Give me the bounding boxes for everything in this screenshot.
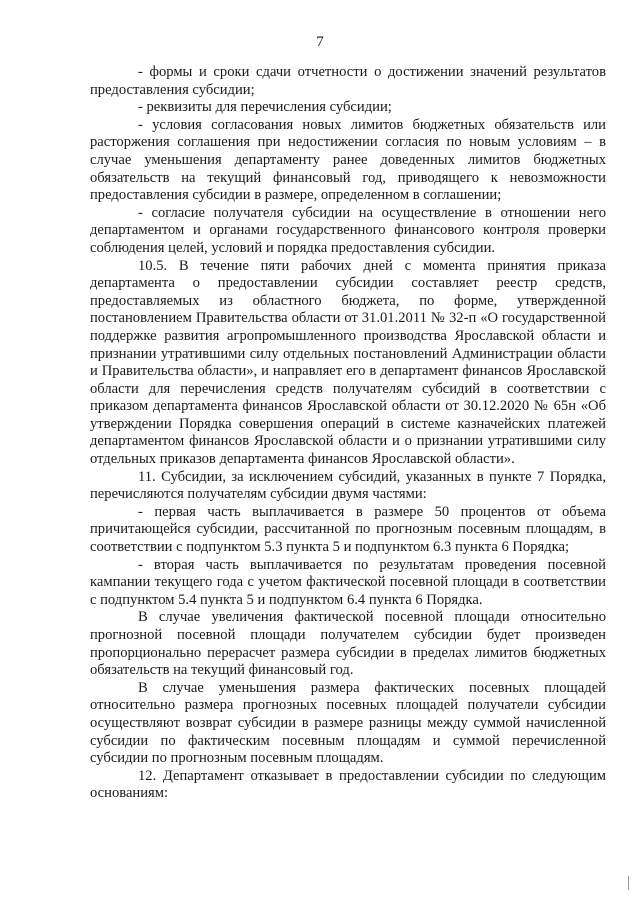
paragraph-payment-details: - реквизиты для перечисления субсидии; — [138, 99, 392, 116]
scan-edge-mark — [628, 876, 629, 890]
paragraph-area-decrease: В случае уменьшения размера фактических посевных площадей относительно размера прогнозных посевных площадей получатели субсидии осуществляют возврат субсидии в размере разницы между суммой начисленной субсидии по фактическим посевным площадям и суммой перечисленной субсидии по прогнозным посевным площадям. — [90, 679, 606, 767]
paragraph-11-first-part: - первая часть выплачивается в размере 50 процентов от объема причитающейся субсидии, рассчитанной по прогнозным посевным площадям, в соответствии с подпунктом 5.3 пункта 5 и подпунктом 6.3 пункта 6 Порядка; — [90, 503, 606, 556]
paragraph-reporting-forms: - формы и сроки сдачи отчетности о достижении значений результатов предоставления субсидии; — [90, 64, 606, 98]
paragraph-12: 12. Департамент отказывает в предоставлении субсидии по следующим основаниям: — [90, 767, 606, 802]
paragraph-11-second-part: - вторая часть выплачивается по результатам проведения посевной кампании текущего года с учетом фактической посевной площади в соответствии с подпунктом 5.4 пункта 5 и подпунктом 6.4 пункта 6 Порядка. — [90, 556, 606, 608]
paragraph-control-consent: - согласие получателя субсидии на осуществление в отношении него департаментом и органами государственного финансового контроля проверки соблюдения целей, условий и порядка предоставления субсидии. — [90, 204, 606, 256]
document-body — [90, 64, 606, 803]
paragraph-11: 11. Субсидии, за исключением субсидий, указанных в пункте 7 Порядка, перечисляются получателям субсидии двумя частями: — [90, 468, 606, 503]
paragraph-area-increase: В случае увеличения фактической посевной площади относительно прогнозной посевной площади получателем субсидии будет произведен пропорционально перерасчет размера субсидии в пределах лимитов бюджетных обязательств на текущий финансовый год. — [90, 609, 606, 679]
paragraph-new-limits-conditions: - условия согласования новых лимитов бюджетных обязательств или расторжения соглашения при недостижении согласия по новым условиям – в случае уменьшения департаменту ранее доведенных лимитов бюджетных обязательств на текущий финансовый год, приводящего к невозможности предоставления субсидии в размере, определенном в соглашении; — [90, 116, 606, 204]
page-number: 7 — [316, 34, 324, 50]
paragraph-10-5: 10.5. В течение пяти рабочих дней с момента принятия приказа департамента о предоставлении субсидии составляет реестр средств, предоставляемых из областного бюджета, по форме, утвержденной постановлением Правительства области от 31.01.2011 № 32-п «О государственной поддержке развития агропромышленного производства Ярославской области и признании утратившими силу отдельных постановлений Администрации области и Правительства области», и направляет его в департамент финансов Ярославской области для перечисления средств получателям субсидий в соответствии с приказом департамента финансов Ярославской области от 30.12.2020 № 65н «Об утверждении Порядка совершения операций в системе казначейских платежей департаментом финансов Ярославской области и о признании утратившими силу отдельных приказов департамента финансов Ярославской области». — [90, 257, 606, 468]
